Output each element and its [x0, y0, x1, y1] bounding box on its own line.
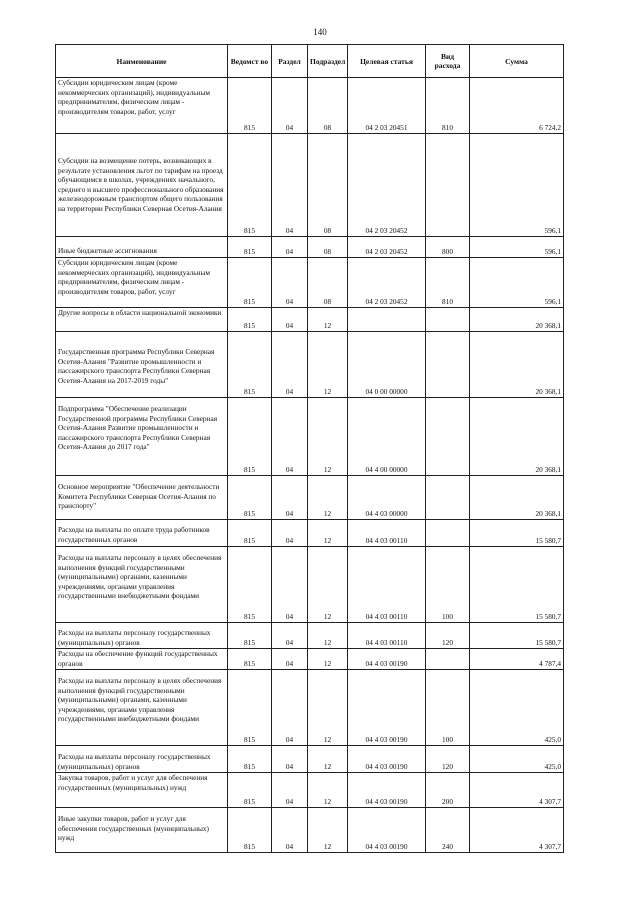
row-ministry: 815: [228, 332, 272, 398]
row-section: 04: [272, 808, 308, 853]
row-target: 04 4 03 00110: [348, 623, 426, 649]
table-row: [56, 808, 564, 853]
row-name: Иные закупки товаров, работ и услуг для обеспечения государственных (муниципальных) нужд: [56, 808, 228, 853]
row-section: 04: [272, 773, 308, 808]
row-target: 04 4 03 00190: [348, 773, 426, 808]
row-ministry: 815: [228, 134, 272, 237]
header-name: Наименование: [56, 45, 228, 78]
row-ministry: 815: [228, 308, 272, 332]
row-target: 04 4 03 00110: [348, 547, 426, 623]
row-section: 04: [272, 332, 308, 398]
row-subsection: 12: [308, 332, 348, 398]
row-name: Субсидии на возмещение потерь, возникающих в результате установления льгот по тарифам на проезд обучающимся в школах, учреждениях начального, среднего и высшего профессионального образования железнодорожным транспортом общего пользования на территории Республики Северная Осетия-Алания: [56, 134, 228, 237]
header-sum: Сумма: [470, 45, 564, 78]
row-target: 04 2 03 20452: [348, 258, 426, 308]
table-row: [56, 308, 564, 332]
row-subsection: 12: [308, 308, 348, 332]
row-subsection: 12: [308, 398, 348, 476]
row-kind: 800: [426, 237, 470, 258]
row-subsection: 08: [308, 258, 348, 308]
row-subsection: 12: [308, 547, 348, 623]
header-ministry: Ведомст во: [228, 45, 272, 78]
row-subsection: 08: [308, 237, 348, 258]
row-sum: 15 580,7: [470, 520, 564, 547]
row-kind: [426, 134, 470, 237]
row-name: Расходы на обеспечение функций государственных органов: [56, 649, 228, 670]
row-name: Основное мероприятие "Обеспечение деятельности Комитета Республики Северная Осетия-Алания по транспорту": [56, 476, 228, 520]
row-section: 04: [272, 134, 308, 237]
row-target: 04 4 03 00190: [348, 808, 426, 853]
row-kind: 810: [426, 258, 470, 308]
row-sum: 20 368,1: [470, 332, 564, 398]
row-name: Субсидии юридическим лицам (кроме некоммерческих организаций), индивидуальным предпринимателям, физическим лицам - производителям товаров, работ, услуг: [56, 78, 228, 134]
table-row: [56, 258, 564, 308]
table-row: [56, 476, 564, 520]
row-target: 04 4 03 00110: [348, 520, 426, 547]
row-ministry: 815: [228, 78, 272, 134]
row-name: Иные бюджетные ассигнования: [56, 237, 228, 258]
row-subsection: 12: [308, 623, 348, 649]
row-ministry: 815: [228, 670, 272, 746]
row-subsection: 12: [308, 670, 348, 746]
row-kind: [426, 308, 470, 332]
page-number: 140: [313, 27, 327, 37]
row-subsection: 08: [308, 78, 348, 134]
header-subsection: Подраздел: [308, 45, 348, 78]
row-kind: 100: [426, 670, 470, 746]
row-target: 04 4 03 00190: [348, 670, 426, 746]
row-name: Расходы на выплаты персоналу государственных (муниципальных) органов: [56, 623, 228, 649]
row-kind: 200: [426, 773, 470, 808]
row-name: Расходы на выплаты персоналу в целях обеспечения выполнения функций государственными (муниципальными) органами, казенными учреждениями, органами управления государственными внебюджетными фондами: [56, 547, 228, 623]
row-sum: 596,1: [470, 237, 564, 258]
row-kind: 240: [426, 808, 470, 853]
table-row: [56, 332, 564, 398]
row-target: 04 4 03 00000: [348, 476, 426, 520]
table-row: [56, 547, 564, 623]
row-section: 04: [272, 237, 308, 258]
budget-table: [55, 44, 564, 853]
row-section: 04: [272, 398, 308, 476]
row-target: 04 4 03 00190: [348, 746, 426, 773]
row-ministry: 815: [228, 258, 272, 308]
row-sum: 425,0: [470, 670, 564, 746]
row-subsection: 12: [308, 520, 348, 547]
header-section: Раздел: [272, 45, 308, 78]
row-section: 04: [272, 308, 308, 332]
row-sum: 425,0: [470, 746, 564, 773]
row-sum: 20 368,1: [470, 476, 564, 520]
row-ministry: 815: [228, 773, 272, 808]
header-kind: Вид расхода: [426, 45, 470, 78]
row-name: Расходы на выплаты персоналу государственных (муниципальных) органов: [56, 746, 228, 773]
row-ministry: 815: [228, 237, 272, 258]
table-row: [56, 134, 564, 237]
row-section: 04: [272, 520, 308, 547]
row-name: Закупка товаров, работ и услуг для обеспечения государственных (муниципальных) нужд: [56, 773, 228, 808]
row-subsection: 12: [308, 649, 348, 670]
row-kind: [426, 520, 470, 547]
row-kind: [426, 398, 470, 476]
row-name: Подпрограмма "Обеспечение реализации Государственной программы Республики Северная Осетия-Алания Развитие промышленности и пассажирского транспорта Республики Северная Осетия-Алания до 2017 года": [56, 398, 228, 476]
table-row: [56, 237, 564, 258]
row-sum: 20 368,1: [470, 308, 564, 332]
row-subsection: 08: [308, 134, 348, 237]
table-row: [56, 398, 564, 476]
row-ministry: 815: [228, 398, 272, 476]
row-name: Расходы на выплаты персоналу в целях обеспечения выполнения функций государственными (муниципальными) органами, казенными учреждениями, органами управления государственными внебюджетными фондами: [56, 670, 228, 746]
row-target: 04 2 03 20452: [348, 134, 426, 237]
row-subsection: 12: [308, 746, 348, 773]
row-section: 04: [272, 623, 308, 649]
row-target: 04 0 00 00000: [348, 332, 426, 398]
row-section: 04: [272, 649, 308, 670]
row-ministry: 815: [228, 623, 272, 649]
row-subsection: 12: [308, 808, 348, 853]
row-ministry: 815: [228, 649, 272, 670]
header-target: Целевая статья: [348, 45, 426, 78]
row-ministry: 815: [228, 746, 272, 773]
row-ministry: 815: [228, 808, 272, 853]
row-kind: [426, 332, 470, 398]
row-section: 04: [272, 547, 308, 623]
table-row: [56, 649, 564, 670]
row-sum: 4 307,7: [470, 808, 564, 853]
table-row: [56, 520, 564, 547]
row-ministry: 815: [228, 476, 272, 520]
table-header-row: [56, 45, 564, 78]
table-row: [56, 670, 564, 746]
row-target: [348, 308, 426, 332]
row-name: Расходы на выплаты по оплате труда работников государственных органов: [56, 520, 228, 547]
row-sum: 596,1: [470, 134, 564, 237]
row-target: 04 2 03 20452: [348, 237, 426, 258]
row-name: Субсидии юридическим лицам (кроме некоммерческих организаций), индивидуальным предпринимателям, физическим лицам - производителям товаров, работ, услуг: [56, 258, 228, 308]
row-name: Другие вопросы в области национальной экономики: [56, 308, 228, 332]
row-target: 04 4 00 00000: [348, 398, 426, 476]
row-subsection: 12: [308, 773, 348, 808]
row-sum: 15 580,7: [470, 623, 564, 649]
table-row: [56, 78, 564, 134]
row-section: 04: [272, 746, 308, 773]
row-ministry: 815: [228, 520, 272, 547]
row-target: 04 2 03 20451: [348, 78, 426, 134]
row-kind: 100: [426, 547, 470, 623]
row-target: 04 4 03 00190: [348, 649, 426, 670]
row-section: 04: [272, 670, 308, 746]
row-kind: 120: [426, 623, 470, 649]
row-kind: [426, 476, 470, 520]
row-sum: 15 580,7: [470, 547, 564, 623]
row-sum: 20 368,1: [470, 398, 564, 476]
row-sum: 4 787,4: [470, 649, 564, 670]
row-kind: 810: [426, 78, 470, 134]
row-name: Государственная программа Республики Северная Осетия-Алания "Развитие промышленности и пассажирского транспорта Республики Северная Осетия-Алания на 2017-2019 годы": [56, 332, 228, 398]
row-sum: 4 307,7: [470, 773, 564, 808]
table-row: [56, 746, 564, 773]
row-ministry: 815: [228, 547, 272, 623]
row-kind: [426, 649, 470, 670]
row-section: 04: [272, 78, 308, 134]
row-sum: 596,1: [470, 258, 564, 308]
table-row: [56, 623, 564, 649]
row-kind: 120: [426, 746, 470, 773]
row-sum: 6 724,2: [470, 78, 564, 134]
row-subsection: 12: [308, 476, 348, 520]
row-section: 04: [272, 258, 308, 308]
table-row: [56, 773, 564, 808]
row-section: 04: [272, 476, 308, 520]
